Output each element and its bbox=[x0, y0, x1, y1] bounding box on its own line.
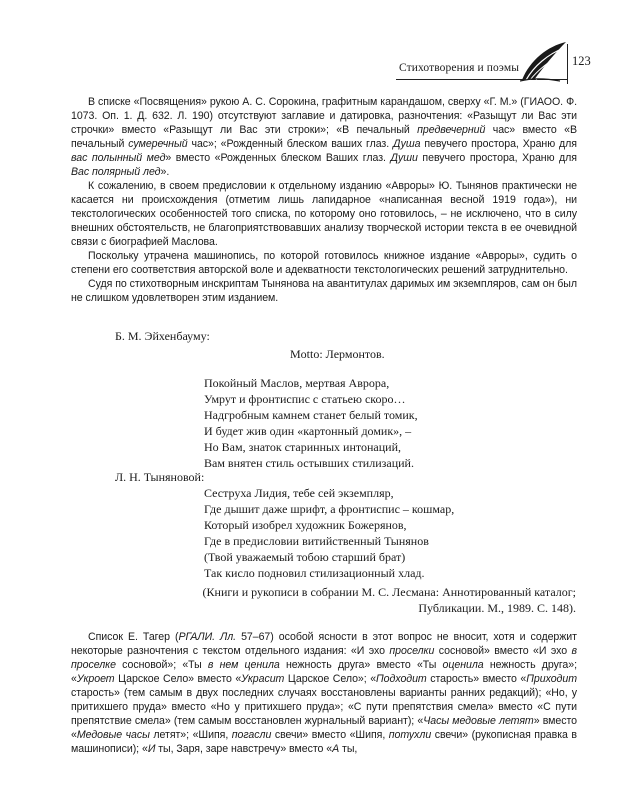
paragraph-list-variants: В списке «Посвящения» рукою А. С. Сорокина, графитным карандашом, сверху «Г. М.» (ГИАОО. Ф. 1073. Оп. 1. Д. 632. Л. 190) отсутствуют заглавие и датировка, разночтения: «Разыщут ли Вас эти строчки» вместо «Разыщут ли Вас эти строки»; «В печальный предвечерний час» вместо «В печальный сумеречный час»; «Рожденный блеском ваших глаз. Душа певучего простора, Храню для вас полынный мед» вместо «Рожденных блеском Ваших глаз. Души певучего простора, Храню для Вас полярный лед». bbox=[71, 96, 577, 178]
dedication-tynyanova: Л. Н. Тыняновой: bbox=[115, 470, 205, 484]
verse-tynyanova bbox=[204, 485, 454, 581]
verse-line: Покойный Маслов, мертвая Аврора, bbox=[204, 376, 390, 390]
verse-line: (Твой уважаемый тобою старший брат) bbox=[204, 550, 406, 564]
verse-line: Где в предисловии витийственный Тынянов bbox=[204, 534, 429, 548]
dedication-eikhenbaum: Б. М. Эйхенбауму: bbox=[115, 329, 210, 343]
motto: Motto: Лермонтов. bbox=[290, 347, 385, 361]
verse-line: Который изобрел художник Божерянов, bbox=[204, 518, 407, 532]
leaf-ornament-icon bbox=[520, 40, 568, 82]
running-title: Стихотворения и поэмы bbox=[399, 62, 520, 74]
verse-line: Умрут и фронтиспис с статьею скоро… bbox=[204, 392, 406, 406]
paragraph-tager-list: Список Е. Тагер (РГАЛИ. Лл. 57–67) особой ясности в этот вопрос не вносит, хотя и содержит некоторые разночтения с текстом отдельного издания: «И эхо проселки сосновой» вместо «И эхо в проселке сосновой»; «Ты в нем ценила нежность друга» вместо «Ты оценила нежность друга»; «Укроет Царское Село» вместо «Украсит Царское Село»; «Подходит старость» вместо «Приходит старость» (тем самым в двух последних случаях восстановлены варианты ранних редакций); «Но, у притихшего пруда» вместо «Но у притихшего пруда»; «С пути препятствия смела» вместо «С пути препятствие смела» (тем самым восстановлен журнальный вариант); «Часы медовые летят» вместо «Медовые часы летят»; «Шипя, погасли свечи» вместо «Шипя, потухли свечи» (рукописная правка в машинописи); «И ты, Заря, заре навстречу» вместо «А ты, bbox=[71, 631, 578, 755]
verse-line: Сеструха Лидия, тебе сей экземпляр, bbox=[204, 486, 394, 500]
verse-eikhenbaum bbox=[204, 375, 418, 471]
paragraph-preface: К сожалению, в своем предисловии к отдельному изданию «Авроры» Ю. Тынянов практически не касается ни происхождения (отметим лишь лапидарное «написанная весной 1919 года»), ни текстологических особенностей того списка, по которому оно готовилось, – не исключено, что в силу внешних обстоятельств, не благоприятствовавших анализу творческой истории текста в ее очевидной связи с биографией Маслова. bbox=[71, 180, 577, 248]
verse-line: Вам внятен стиль остывших стилизаций. bbox=[204, 456, 414, 470]
source-citation: (Книги и рукописи в собрании М. С. Лесмана: Аннотированный каталог; Публикации. М., 1989. С. 148). bbox=[202, 585, 576, 615]
page-number: 123 bbox=[572, 54, 591, 68]
verse-line: И будет жив один «картонный домик», – bbox=[204, 424, 412, 438]
paragraph-inscriptions: Судя по стихотворным инскриптам Тынянова на авантитулах даримых им экземпляров, сам он был не слишком удовлетворен этим изданием. bbox=[71, 278, 577, 304]
verse-line: Так кисло подновил стилизационный хлад. bbox=[204, 566, 425, 580]
prose-block-bottom bbox=[71, 630, 577, 756]
verse-line: Надгробным камнем станет белый томик, bbox=[204, 408, 418, 422]
prose-block-top bbox=[71, 95, 577, 305]
paragraph-typescript: Поскольку утрачена машинопись, по которой готовилось книжное издание «Авроры», судить о степени его соответствия авторской воле и адекватности текстологических решений затруднительно. bbox=[71, 250, 577, 276]
verse-line: Но Вам, знаток старинных интонаций, bbox=[204, 440, 401, 454]
verse-line: Где дышит даже шрифт, а фронтиспис – кошмар, bbox=[204, 502, 455, 516]
